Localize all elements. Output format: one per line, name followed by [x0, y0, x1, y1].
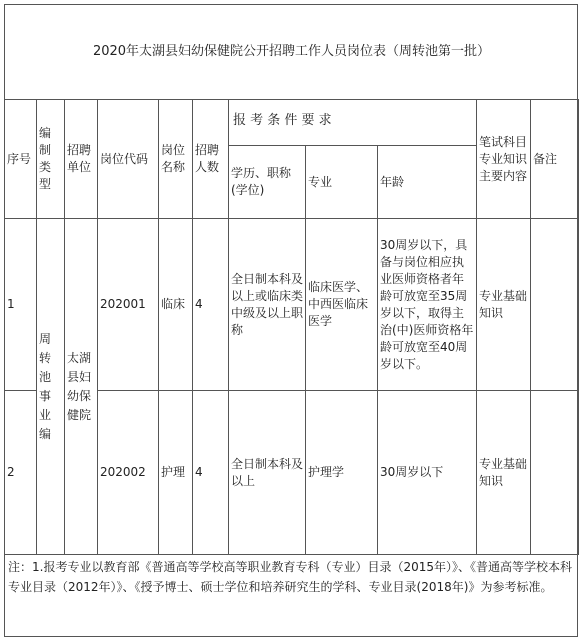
- row1-count: 4: [193, 219, 229, 391]
- row1-seq: 1: [5, 219, 37, 391]
- header-remark: 备注: [531, 100, 579, 219]
- row1-age: 30周岁以下，具备与岗位相应执业医师资格者年龄可放宽至35周岁以下，取得主治(中)医师资格年龄可放宽至40周岁以下。: [378, 219, 477, 391]
- header-requirements: 报 考 条 件 要 求: [229, 100, 477, 146]
- header-exam: 笔试科目专业知识主要内容: [477, 100, 531, 219]
- row1-code: 202001: [98, 219, 159, 391]
- row2-edu: 全日制本科及以上: [229, 391, 306, 555]
- shared-unit: 太湖县妇幼保健院: [65, 219, 98, 555]
- row2-post: 护理: [159, 391, 193, 555]
- row1-post: 临床: [159, 219, 193, 391]
- footnote: 注：1.报考专业以教育部《普通高等学校高等职业教育专科（专业）目录（2015年）》、《普通高等学校本科专业目录（2012年）》、《授予博士、硕士学位和培养研究生的学科、专业目录(2018年)》为参考标准。: [8, 560, 572, 594]
- header-row-1: [5, 100, 579, 146]
- table-row: [5, 219, 579, 391]
- row2-seq: 2: [5, 391, 37, 555]
- row1-remark: [531, 219, 579, 391]
- row2-count: 4: [193, 391, 229, 555]
- header-code: 岗位代码: [98, 100, 159, 219]
- row2-code: 202002: [98, 391, 159, 555]
- header-type: 编制类型: [37, 100, 65, 219]
- row1-edu: 全日制本科及以上或临床类中级及以上职称: [229, 219, 306, 391]
- header-unit: 招聘单位: [65, 100, 98, 219]
- row1-major: 临床医学、中西医临床医学: [306, 219, 378, 391]
- header-age: 年龄: [378, 146, 477, 219]
- row1-exam: 专业基础知识: [477, 219, 531, 391]
- header-post: 岗位名称: [159, 100, 193, 219]
- header-count: 招聘人数: [193, 100, 229, 219]
- position-table: [4, 99, 579, 555]
- row2-exam: 专业基础知识: [477, 391, 531, 555]
- shared-type: 周转池事业编: [37, 219, 65, 555]
- row2-remark: [531, 391, 579, 555]
- header-seq: 序号: [5, 100, 37, 219]
- header-edu: 学历、职称(学位): [229, 146, 306, 219]
- page-title: 2020年太湖县妇幼保健院公开招聘工作人员岗位表（周转池第一批）: [92, 44, 491, 59]
- header-major: 专业: [306, 146, 378, 219]
- row2-major: 护理学: [306, 391, 378, 555]
- row2-age: 30周岁以下: [378, 391, 477, 555]
